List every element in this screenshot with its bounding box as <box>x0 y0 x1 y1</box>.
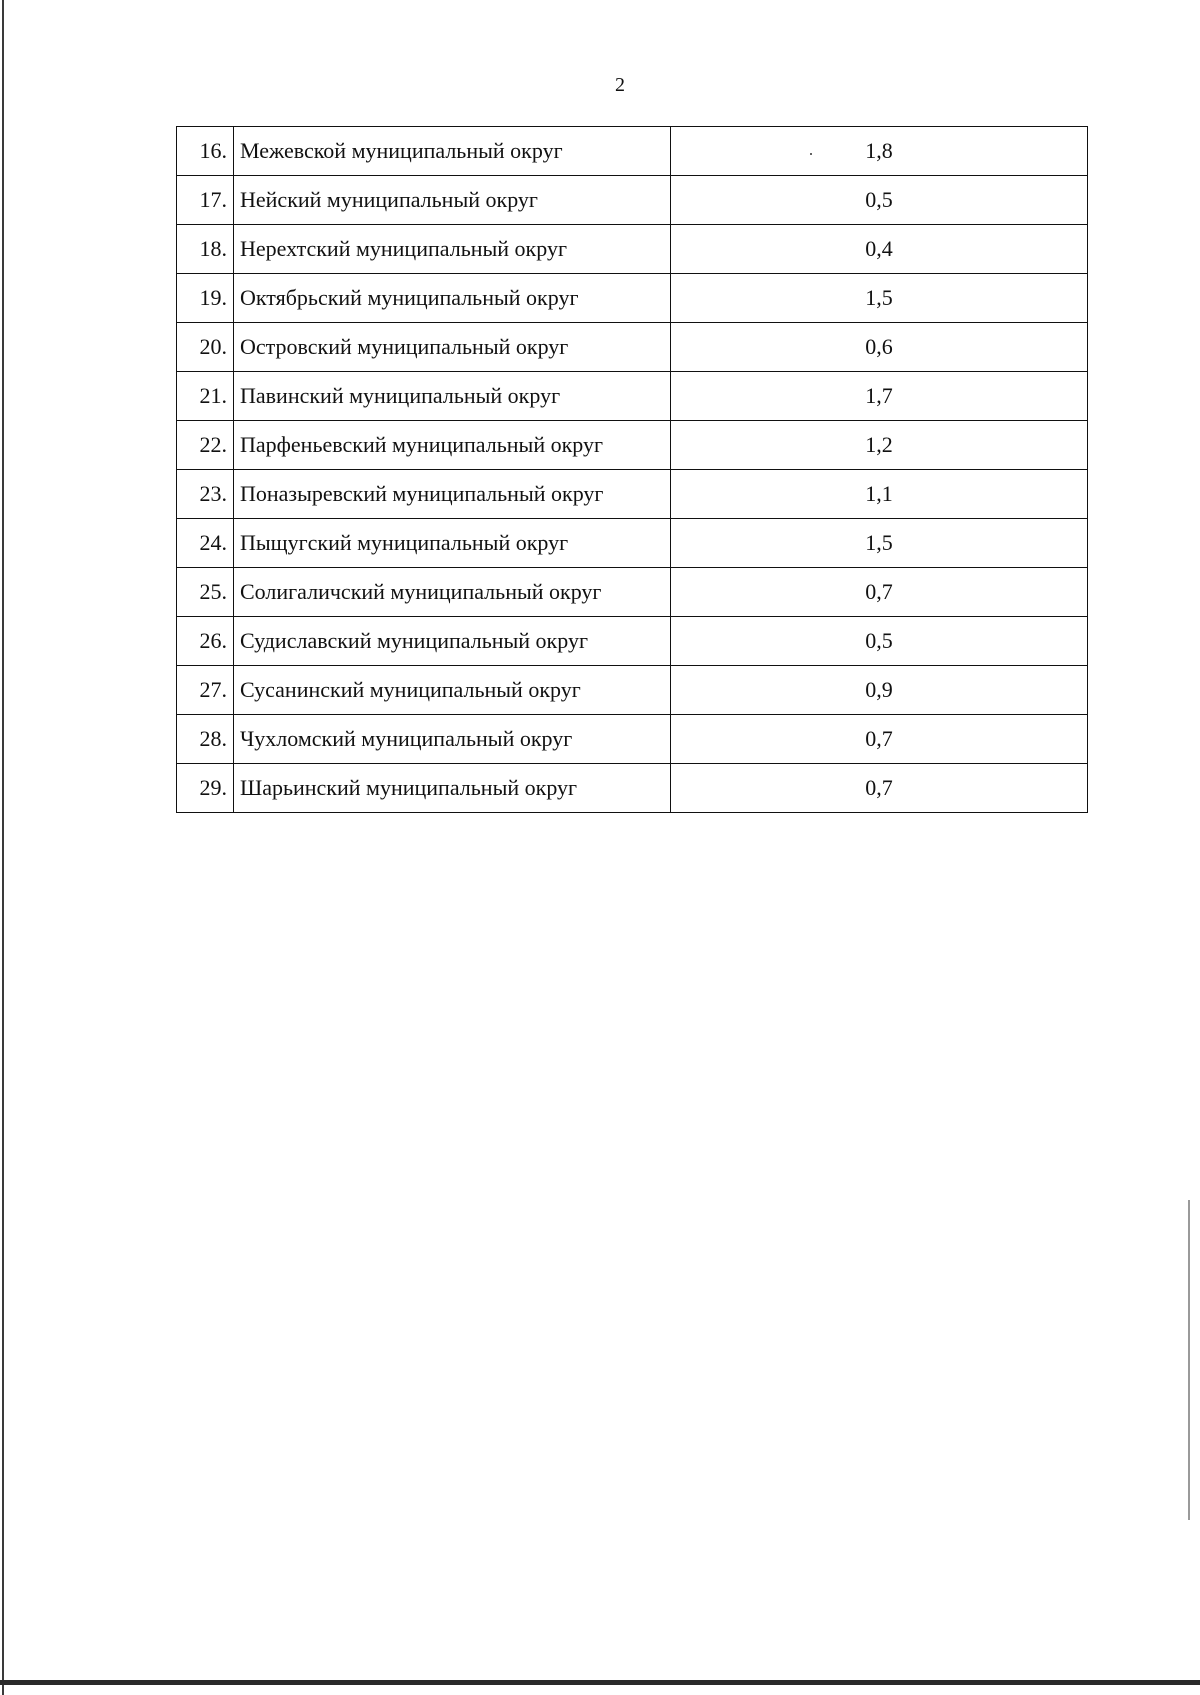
district-value: 0,7 <box>671 568 1088 617</box>
row-number: 24. <box>177 519 234 568</box>
row-number: 26. <box>177 617 234 666</box>
district-name: Парфеньевский муниципальный округ <box>234 421 671 470</box>
district-value: 1,8 <box>671 127 1088 176</box>
row-number: 25. <box>177 568 234 617</box>
table-row <box>177 372 1088 421</box>
row-number: 18. <box>177 225 234 274</box>
district-value: 0,5 <box>671 617 1088 666</box>
row-number: 28. <box>177 715 234 764</box>
row-number: 29. <box>177 764 234 813</box>
table-row <box>177 568 1088 617</box>
row-number: 27. <box>177 666 234 715</box>
district-value: 0,7 <box>671 715 1088 764</box>
table-row <box>177 323 1088 372</box>
table-row <box>177 225 1088 274</box>
district-name: Поназыревский муниципальный округ <box>234 470 671 519</box>
row-number: 16. <box>177 127 234 176</box>
district-name: Октябрьский муниципальный округ <box>234 274 671 323</box>
district-value: 1,5 <box>671 274 1088 323</box>
district-name: Судиславский муниципальный округ <box>234 617 671 666</box>
table-row <box>177 617 1088 666</box>
district-value: 1,2 <box>671 421 1088 470</box>
district-value: 0,7 <box>671 764 1088 813</box>
district-name: Чухломский муниципальный округ <box>234 715 671 764</box>
district-value: 0,4 <box>671 225 1088 274</box>
row-number: 17. <box>177 176 234 225</box>
table-row <box>177 715 1088 764</box>
district-value: 1,7 <box>671 372 1088 421</box>
district-name: Шарьинский муниципальный округ <box>234 764 671 813</box>
scan-scratch <box>1188 1200 1190 1520</box>
page-number: 2 <box>615 74 625 96</box>
district-name: Нейский муниципальный округ <box>234 176 671 225</box>
row-number: 23. <box>177 470 234 519</box>
scan-edge-left <box>2 0 4 1695</box>
table-row <box>177 421 1088 470</box>
district-name: Нерехтский муниципальный округ <box>234 225 671 274</box>
district-name: Островский муниципальный округ <box>234 323 671 372</box>
districts-table <box>176 126 1088 813</box>
district-name: Межевской муниципальный округ <box>234 127 671 176</box>
table-row <box>177 666 1088 715</box>
districts-table-body <box>177 127 1088 813</box>
district-value: 1,1 <box>671 470 1088 519</box>
district-value: 1,5 <box>671 519 1088 568</box>
table-row <box>177 274 1088 323</box>
district-value: 0,9 <box>671 666 1088 715</box>
row-number: 19. <box>177 274 234 323</box>
table-row <box>177 519 1088 568</box>
table-row <box>177 764 1088 813</box>
scan-edge-bottom <box>0 1680 1200 1685</box>
table-row <box>177 127 1088 176</box>
district-name: Пыщугский муниципальный округ <box>234 519 671 568</box>
row-number: 20. <box>177 323 234 372</box>
district-name: Сусанинский муниципальный округ <box>234 666 671 715</box>
district-name: Солигаличский муниципальный округ <box>234 568 671 617</box>
district-value: 0,5 <box>671 176 1088 225</box>
district-value: 0,6 <box>671 323 1088 372</box>
table-row <box>177 470 1088 519</box>
district-name: Павинский муниципальный округ <box>234 372 671 421</box>
row-number: 22. <box>177 421 234 470</box>
row-number: 21. <box>177 372 234 421</box>
table-row <box>177 176 1088 225</box>
